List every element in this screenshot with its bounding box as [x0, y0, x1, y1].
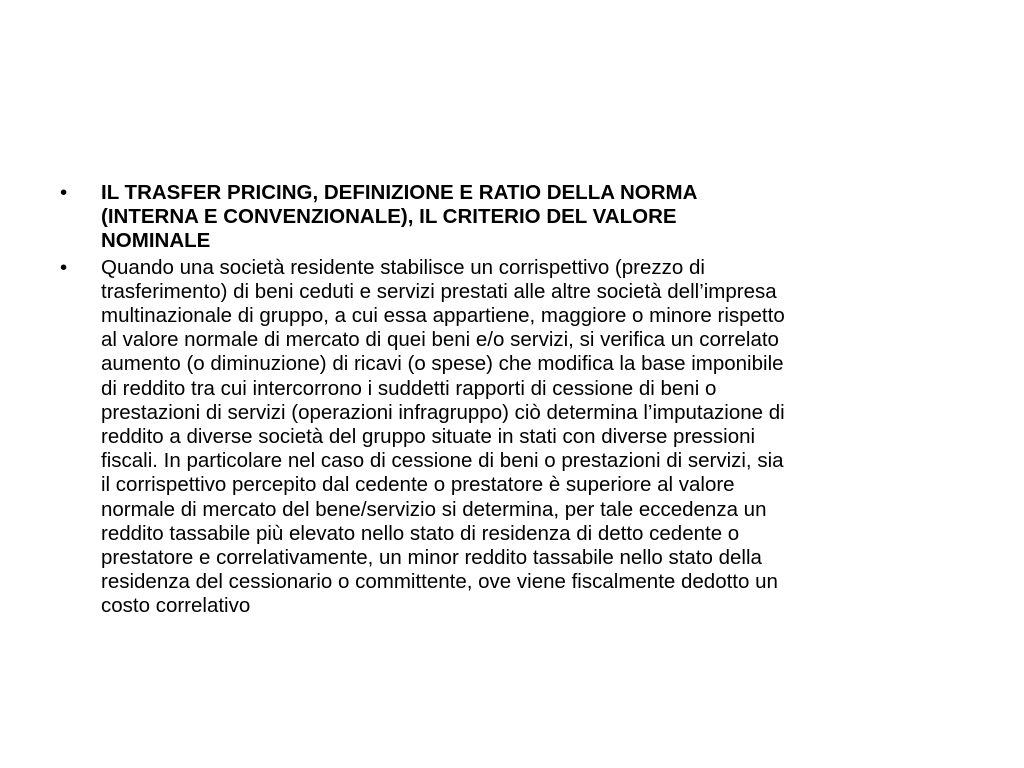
bullet-list — [60, 181, 960, 621]
bullet-icon: • — [60, 255, 68, 279]
heading-text: IL TRASFER PRICING, DEFINIZIONE E RATIO DELLA NORMA (INTERNA E CONVENZIONALE), IL CRITERIO DEL VALORE NOMINALE — [101, 181, 698, 253]
paragraph-text: Quando una società residente stabilisce un corrispettivo (prezzo di trasferimento) di beni ceduti e servizi prestati alle altre società dell’impresa multinazionale di gruppo, a cui essa appartiene, maggiore o minore rispetto al valore normale di mercato di quei beni e/o servizi, si verifica un correlato aumento (o diminuzione) di ricavi (o spese) che modifica la base imponibile di reddito tra cui intercorrono i suddetti rapporti di cessione di beni o prestazioni di servizi (operazioni infragruppo) ciò determina l’imputazione di reddito a diverse società del gruppo situate in stati con diverse pressioni fiscali. In particolare nel caso di cessione di beni o prestazioni di servizi, sia il corrispettivo percepito dal cedente o prestatore è superiore al valore normale di mercato del bene/servizio si determina, per tale eccedenza un reddito tassabile più elevato nello stato di residenza di detto cedente o prestatore e correlativamente, un minor reddito tassabile nello stato della residenza del cessionario o committente, ove viene fiscalmente dedotto un costo correlativo — [101, 255, 785, 618]
bullet-item-paragraph — [60, 256, 960, 619]
bullet-item-heading — [60, 181, 960, 254]
bullet-icon: • — [60, 181, 68, 204]
